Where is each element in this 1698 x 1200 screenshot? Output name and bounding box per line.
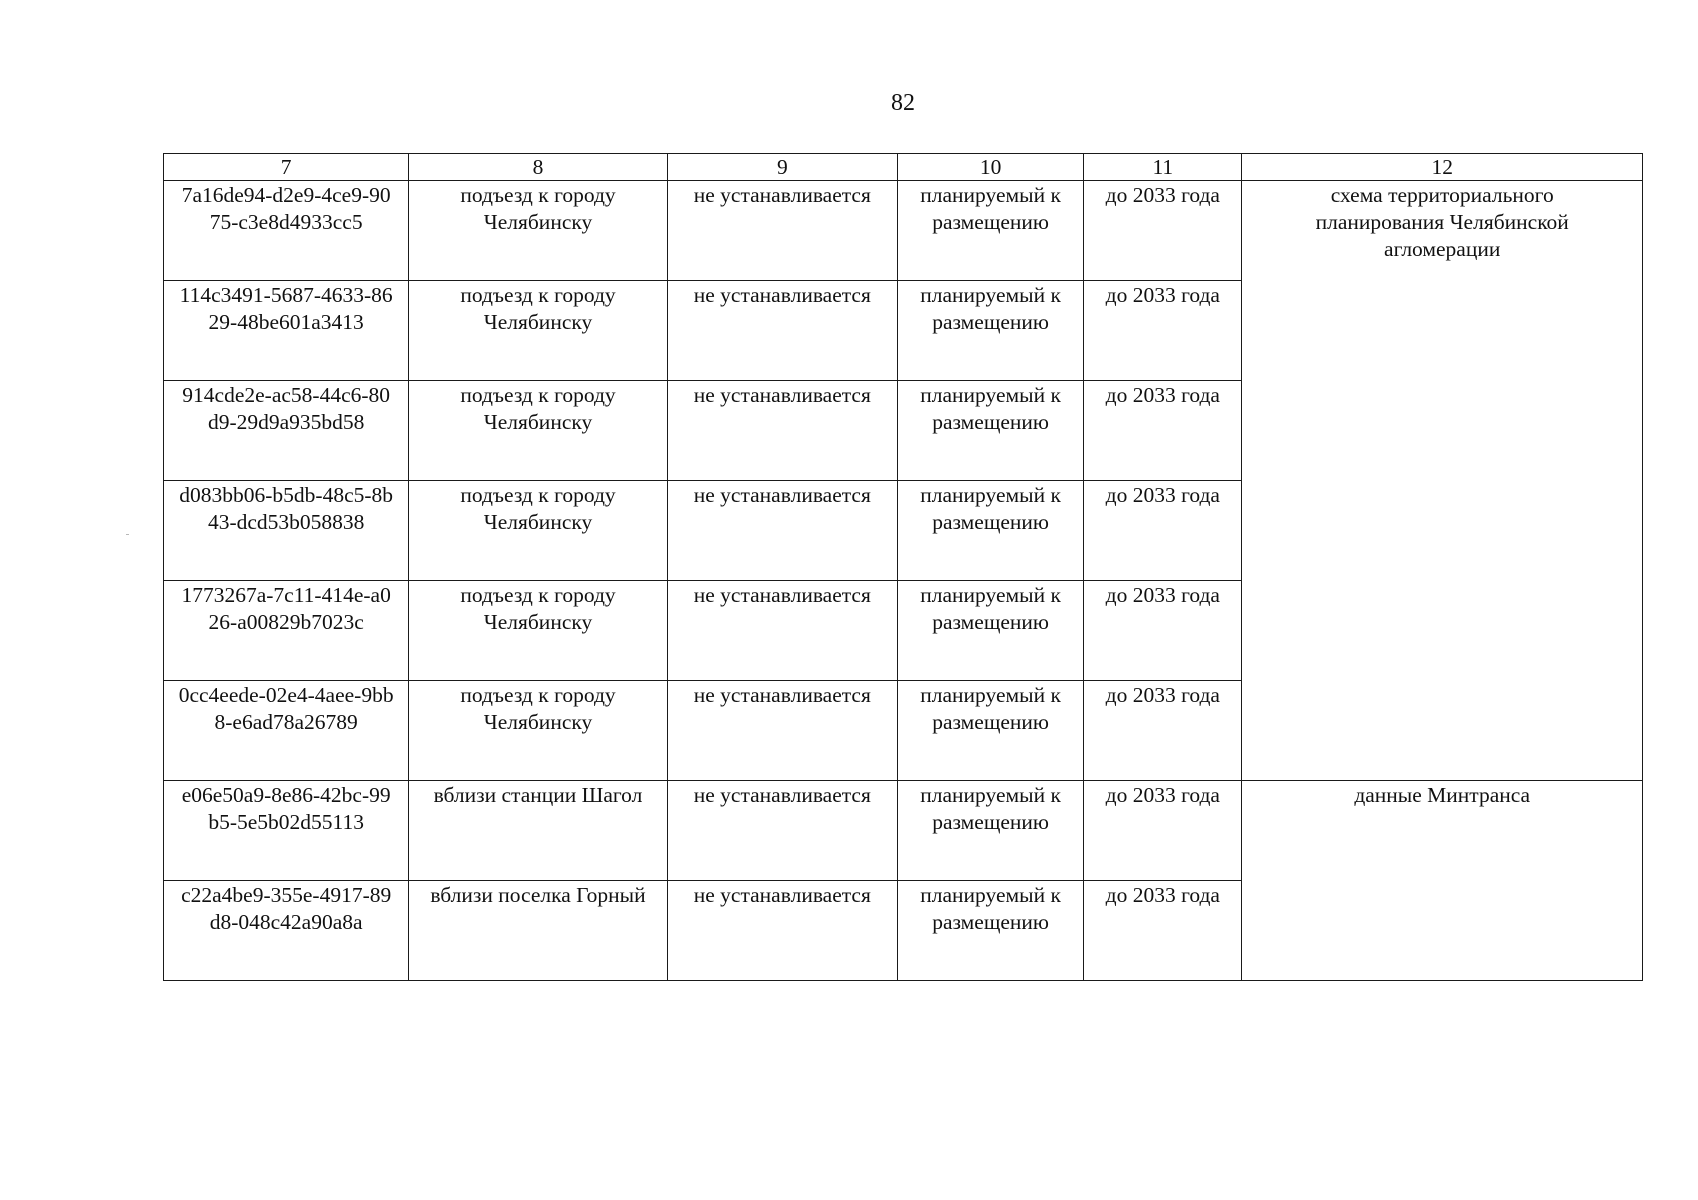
term-cell: до 2033 года bbox=[1084, 881, 1242, 981]
zone-cell: не устанавливается bbox=[667, 881, 897, 981]
location-cell: подъезд к городу Челябинску bbox=[409, 681, 667, 781]
object-id-cell: 1773267a-7c11-414e-a026-a00829b7023c bbox=[164, 581, 409, 681]
zone-cell: не устанавливается bbox=[667, 481, 897, 581]
column-header-12: 12 bbox=[1242, 154, 1643, 181]
term-cell: до 2033 года bbox=[1084, 681, 1242, 781]
object-id-cell: 7a16de94-d2e9-4ce9-9075-c3e8d4933cc5 bbox=[164, 181, 409, 281]
column-header-8: 8 bbox=[409, 154, 667, 181]
term-cell: до 2033 года bbox=[1084, 281, 1242, 381]
object-id-cell: 914cde2e-ac58-44c6-80d9-29d9a935bd58 bbox=[164, 381, 409, 481]
term-cell: до 2033 года bbox=[1084, 481, 1242, 581]
term-cell: до 2033 года bbox=[1084, 781, 1242, 881]
status-cell: планируемый к размещению bbox=[897, 481, 1083, 581]
source-cell: схема территориального планирования Челябинской агломерации bbox=[1242, 181, 1643, 781]
object-id-cell: 0cc4eede-02e4-4aee-9bb8-e6ad78a26789 bbox=[164, 681, 409, 781]
location-cell: вблизи поселка Горный bbox=[409, 881, 667, 981]
source-cell: данные Минтранса bbox=[1242, 781, 1643, 981]
status-cell: планируемый к размещению bbox=[897, 581, 1083, 681]
zone-cell: не устанавливается bbox=[667, 381, 897, 481]
zone-cell: не устанавливается bbox=[667, 581, 897, 681]
object-id-cell: e06e50a9-8e86-42bc-99b5-5e5b02d55113 bbox=[164, 781, 409, 881]
zone-cell: не устанавливается bbox=[667, 281, 897, 381]
status-cell: планируемый к размещению bbox=[897, 281, 1083, 381]
location-cell: подъезд к городу Челябинску bbox=[409, 181, 667, 281]
object-id-cell: 114c3491-5687-4633-8629-48be601a3413 bbox=[164, 281, 409, 381]
registry-table bbox=[163, 153, 1643, 981]
status-cell: планируемый к размещению bbox=[897, 381, 1083, 481]
status-cell: планируемый к размещению bbox=[897, 781, 1083, 881]
column-header-10: 10 bbox=[897, 154, 1083, 181]
location-cell: подъезд к городу Челябинску bbox=[409, 581, 667, 681]
location-cell: подъезд к городу Челябинску bbox=[409, 481, 667, 581]
term-cell: до 2033 года bbox=[1084, 581, 1242, 681]
column-header-9: 9 bbox=[667, 154, 897, 181]
object-id-cell: c22a4be9-355e-4917-89d8-048c42a90a8a bbox=[164, 881, 409, 981]
location-cell: вблизи станции Шагол bbox=[409, 781, 667, 881]
status-cell: планируемый к размещению bbox=[897, 181, 1083, 281]
table-row bbox=[164, 781, 1643, 881]
zone-cell: не устанавливается bbox=[667, 181, 897, 281]
header-row bbox=[164, 154, 1643, 181]
zone-cell: не устанавливается bbox=[667, 681, 897, 781]
scan-speck bbox=[126, 534, 129, 535]
table-row bbox=[164, 181, 1643, 281]
status-cell: планируемый к размещению bbox=[897, 681, 1083, 781]
status-cell: планируемый к размещению bbox=[897, 881, 1083, 981]
column-header-11: 11 bbox=[1084, 154, 1242, 181]
zone-cell: не устанавливается bbox=[667, 781, 897, 881]
page-number: 82 bbox=[891, 90, 915, 116]
location-cell: подъезд к городу Челябинску bbox=[409, 281, 667, 381]
object-id-cell: d083bb06-b5db-48c5-8b43-dcd53b058838 bbox=[164, 481, 409, 581]
term-cell: до 2033 года bbox=[1084, 181, 1242, 281]
location-cell: подъезд к городу Челябинску bbox=[409, 381, 667, 481]
term-cell: до 2033 года bbox=[1084, 381, 1242, 481]
column-header-7: 7 bbox=[164, 154, 409, 181]
